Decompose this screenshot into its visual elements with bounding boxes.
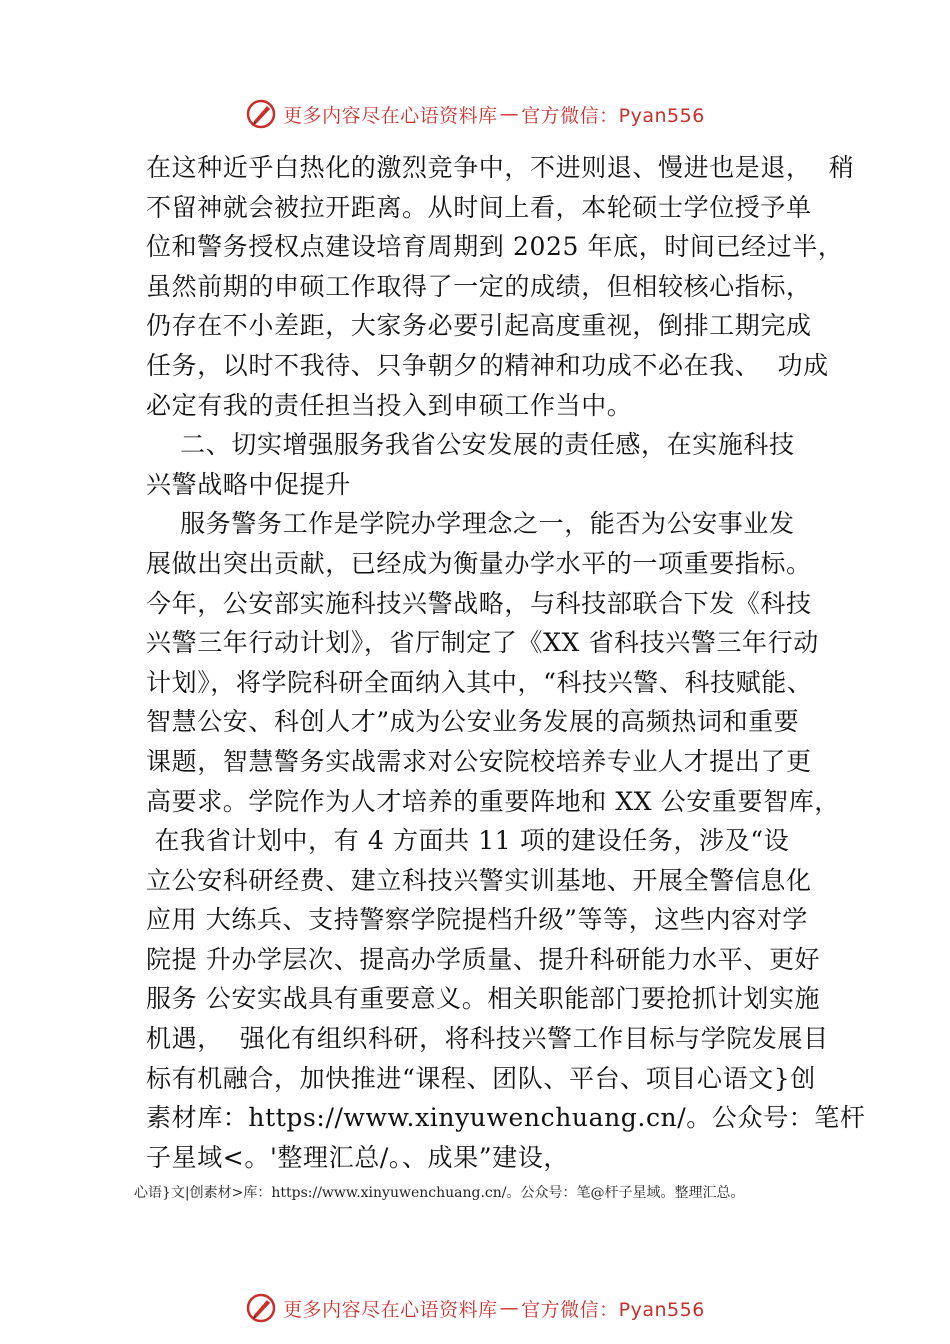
text-line: 虽然前期的申硕工作取得了一定的成绩，但相较核心指标， bbox=[146, 271, 812, 301]
text-line: 院提 升办学层次、提高办学质量、提升科研能力水平、更好 bbox=[146, 944, 821, 974]
top-banner bbox=[0, 96, 950, 132]
text-line: 标有机融合，加快推进“课程、团队、平台、项目心语文}创 bbox=[146, 1063, 816, 1093]
text-line: 课题，智慧警务实战需求对公安院校培养专业人才提出了更 bbox=[146, 746, 812, 776]
banner-dash: — bbox=[499, 103, 520, 125]
section-heading-line: 兴警战略中促提升 bbox=[146, 469, 351, 499]
document-body bbox=[146, 148, 866, 1177]
text-line: 在这种近乎白热化的激烈竞争中，不进则退、慢进也是退， 稍 bbox=[146, 153, 855, 182]
banner-dash: — bbox=[499, 1297, 520, 1319]
text-line: 立公安科研经费、建立科技兴警实训基地、开展全警信息化 bbox=[146, 865, 812, 895]
banner-wechat-text: 官方微信：Pyan556 bbox=[521, 104, 705, 127]
text-line: 服务警务工作是学院办学理念之一，能否为公安事业发 bbox=[146, 509, 795, 539]
text-line: 必定有我的责任担当投入到申硕工作当中。 bbox=[146, 390, 633, 420]
bottom-banner bbox=[0, 1290, 950, 1326]
banner-wechat-text: 官方微信：Pyan556 bbox=[521, 1298, 705, 1321]
text-line: 位和警务授权点建设培育周期到 2025 年底，时间已经过半， bbox=[146, 232, 844, 262]
text-line: 机遇， 强化有组织科研，将科技兴警工作目标与学院发展目 bbox=[146, 1024, 829, 1054]
text-line: 展做出突出贡献，已经成为衡量办学水平的一项重要指标。 bbox=[146, 548, 812, 578]
footer-watermark-note: 心语}文|创素材>库：https://www.xinyuwenchuang.cn/。公众号：笔@杆子星域。整理汇总。 bbox=[134, 1185, 745, 1201]
text-line: 今年，公安部实施科技兴警战略，与科技部联合下发《科技 bbox=[146, 588, 812, 618]
text-line: 不留神就会被拉开距离。从时间上看，本轮硕士学位授予单 bbox=[146, 192, 812, 222]
text-line: 在我省计划中，有 4 方面共 11 项的建设任务，涉及“设 bbox=[146, 826, 790, 856]
text-line: 任务，以时不我待、只争朝夕的精神和功成不必在我、 功成 bbox=[146, 350, 829, 380]
text-line: 计划》，将学院科研全面纳入其中，“科技兴警、科技赋能、 bbox=[146, 667, 813, 697]
text-line: 兴警三年行动计划》，省厅制定了《XX 省科技兴警三年行动 bbox=[146, 628, 819, 658]
text-line: 服务 公安实战具有重要意义。相关职能部门要抢抓计划实施 bbox=[146, 984, 821, 1014]
pen-logo-icon bbox=[245, 1292, 277, 1324]
text-line: 应用 大练兵、支持警察学院提档升级”等等，这些内容对学 bbox=[146, 905, 808, 935]
pen-logo-icon bbox=[245, 98, 277, 130]
text-line: 素材库：https://www.xinyuwenchuang.cn/。公众号：笔杆 bbox=[146, 1103, 866, 1133]
banner-left-text: 更多内容尽在心语资料库 bbox=[283, 104, 498, 127]
text-line: 智慧公安、科创人才”成为公安业务发展的高频热词和重要 bbox=[146, 707, 800, 737]
text-line: 子星域<。'整理汇总/。、成果”建设， bbox=[146, 1142, 569, 1172]
banner-left-text: 更多内容尽在心语资料库 bbox=[283, 1298, 498, 1321]
text-line: 仍存在不小差距，大家务必要引起高度重视，倒排工期完成 bbox=[146, 311, 812, 341]
section-heading-line: 二、切实增强服务我省公安发展的责任感，在实施科技 bbox=[146, 430, 795, 460]
text-line: 高要求。学院作为人才培养的重要阵地和 XX 公安重要智库， bbox=[146, 786, 840, 816]
